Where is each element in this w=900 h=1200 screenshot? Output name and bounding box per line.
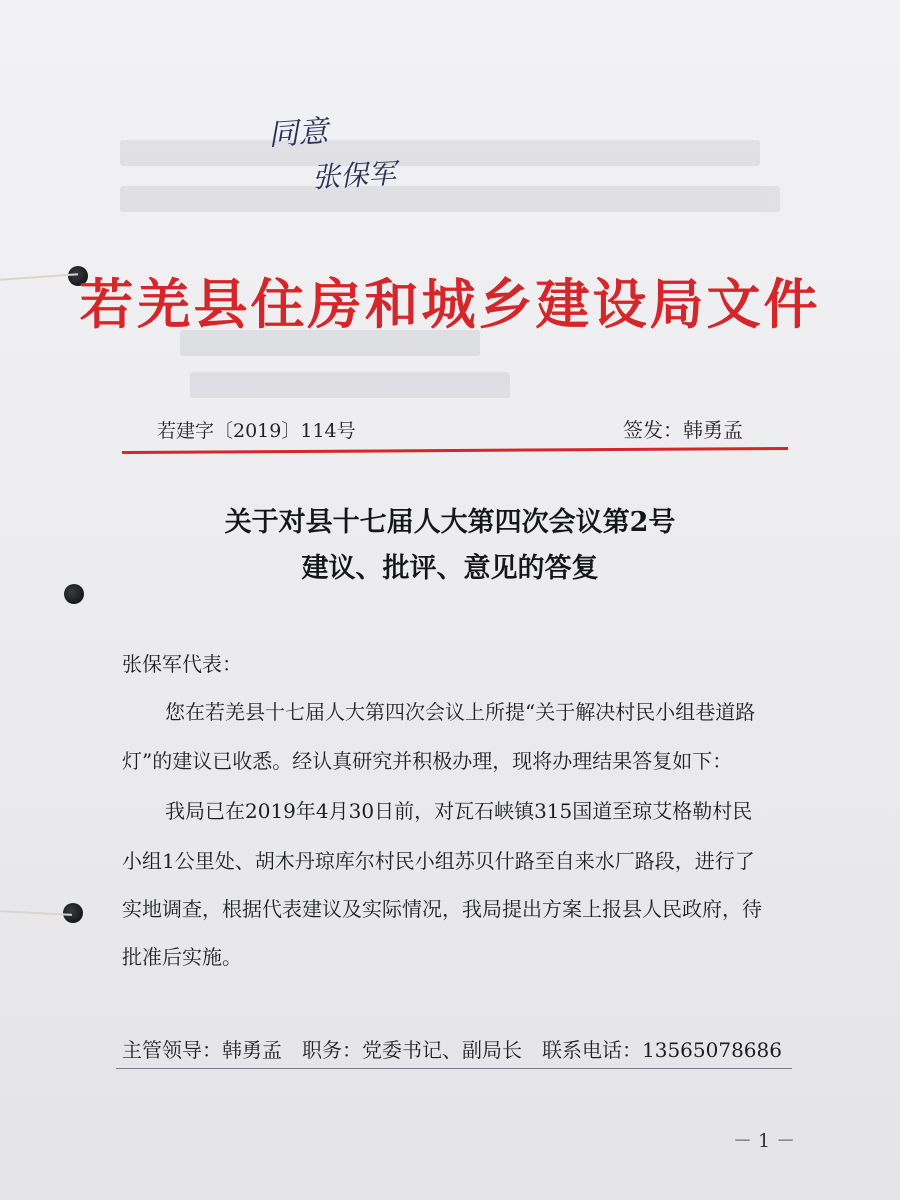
salutation: 张保军代表： xyxy=(122,652,242,676)
page-number: － 1 － xyxy=(733,1130,796,1152)
binding-string-bottom xyxy=(0,910,72,916)
body-line: 灯”的建议已收悉。经认真研究并积极办理，现将办理结果答复如下： xyxy=(122,749,733,773)
reply-title-line-2: 建议、批评、意见的答复 xyxy=(301,553,599,584)
header-red-rule xyxy=(122,447,788,454)
contact-line: 主管领导：韩勇孟 职务：党委书记、副局长 联系电话：13565078686 xyxy=(122,1038,782,1062)
handwritten-approval: 同意 xyxy=(267,113,330,154)
body-line: 批准后实施。 xyxy=(122,945,242,969)
reply-title-line-1: 关于对县十七届人大第四次会议第2号 xyxy=(224,507,676,538)
body-line: 实地调查，根据代表建议及实际情况，我局提出方案上报县人民政府，待 xyxy=(122,897,762,921)
document-number: 若建字〔2019〕114号 xyxy=(157,420,356,442)
body-line: 我局已在2019年4月30日前，对瓦石峡镇315国道至琼艾格勒村民 xyxy=(165,799,753,823)
body-line: 您在若羌县十七届人大第四次会议上所提“关于解决村民小组巷道路 xyxy=(165,700,756,724)
binding-hole-middle xyxy=(64,584,84,604)
body-line: 小组1公里处、胡木丹琼库尔村民小组苏贝什路至自来水厂路段，进行了 xyxy=(122,849,755,873)
footer-rule xyxy=(116,1068,792,1069)
handwritten-signature: 张保军 xyxy=(311,156,397,195)
signer: 签发：韩勇孟 xyxy=(623,418,743,442)
issuer-title: 若羌县住房和城乡建设局文件 xyxy=(79,272,821,336)
